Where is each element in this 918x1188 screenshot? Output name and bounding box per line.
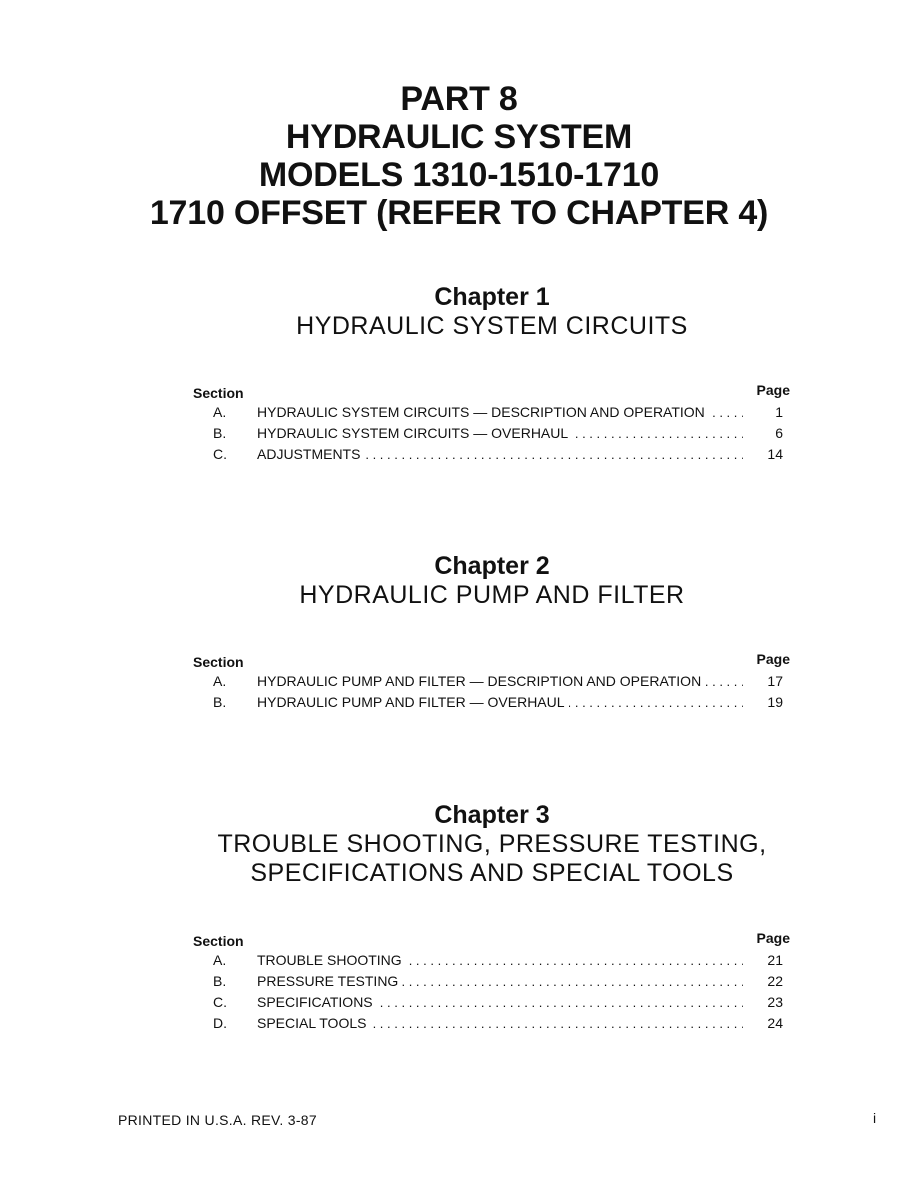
section-letter: D. — [213, 1015, 227, 1031]
toc-header — [193, 382, 793, 402]
toc-header — [193, 651, 793, 671]
title-line-part: PART 8 — [400, 80, 518, 118]
section-entry — [257, 402, 743, 423]
section-page: 21 — [767, 952, 783, 968]
title-line-models: MODELS 1310-1510-1710 — [258, 156, 660, 194]
section-letter: B. — [213, 973, 227, 989]
section-entry — [257, 692, 743, 713]
section-entry — [257, 971, 743, 992]
print-revision-footer: PRINTED IN U.S.A. REV. 3-87 — [118, 1112, 317, 1128]
chapter-number: Chapter 1 — [434, 283, 550, 311]
page-number: i — [873, 1110, 877, 1126]
section-page: 19 — [767, 694, 783, 710]
section-title: SPECIAL TOOLS — [257, 1015, 370, 1031]
chapter-3-toc — [193, 930, 793, 1034]
chapter-2-heading — [0, 551, 918, 610]
section-page: 17 — [767, 673, 783, 689]
page-column-label: Page — [756, 930, 790, 946]
section-letter: C. — [213, 446, 227, 462]
toc-row — [193, 971, 793, 992]
section-letter: C. — [213, 994, 227, 1010]
section-entry — [257, 423, 743, 444]
chapter-number: Chapter 2 — [434, 552, 550, 580]
section-entry — [257, 671, 743, 692]
toc-row — [193, 950, 793, 971]
section-title: HYDRAULIC PUMP AND FILTER — DESCRIPTION AND OPERATION — [257, 673, 705, 689]
section-title: ADJUSTMENTS — [257, 446, 364, 462]
title-line-system: HYDRAULIC SYSTEM — [285, 118, 633, 156]
chapter-1-toc — [193, 382, 793, 465]
chapter-2-toc — [193, 651, 793, 713]
toc-row — [193, 423, 793, 444]
chapter-title-line-1: TROUBLE SHOOTING, PRESSURE TESTING, — [217, 830, 767, 858]
section-entry — [257, 1013, 743, 1034]
toc-row — [193, 402, 793, 423]
section-letter: A. — [213, 673, 227, 689]
chapter-3-heading — [0, 800, 918, 888]
section-page: 22 — [767, 973, 783, 989]
section-title: PRESSURE TESTING — [257, 973, 402, 989]
section-entry — [257, 992, 743, 1013]
section-letter: A. — [213, 952, 227, 968]
section-column-label: Section — [193, 385, 244, 401]
section-title: TROUBLE SHOOTING — [257, 952, 406, 968]
title-line-offset: 1710 OFFSET (REFER TO CHAPTER 4) — [149, 194, 769, 232]
section-column-label: Section — [193, 654, 244, 670]
part-title — [0, 80, 918, 232]
section-entry — [257, 444, 743, 465]
section-title: HYDRAULIC SYSTEM CIRCUITS — OVERHAUL — [257, 425, 572, 441]
section-letter: B. — [213, 425, 227, 441]
section-page: 1 — [775, 404, 783, 420]
chapter-title: HYDRAULIC SYSTEM CIRCUITS — [296, 312, 688, 340]
section-page: 23 — [767, 994, 783, 1010]
toc-row — [193, 444, 793, 465]
chapter-1-heading — [0, 282, 918, 341]
section-title: SPECIFICATIONS — [257, 994, 377, 1010]
chapter-title-line-2: SPECIFICATIONS AND SPECIAL TOOLS — [250, 859, 734, 887]
section-page: 24 — [767, 1015, 783, 1031]
section-column-label: Section — [193, 933, 244, 949]
page-column-label: Page — [756, 382, 790, 398]
toc-row — [193, 692, 793, 713]
section-title: HYDRAULIC PUMP AND FILTER — OVERHAUL — [257, 694, 569, 710]
section-page: 14 — [767, 446, 783, 462]
chapter-number: Chapter 3 — [434, 801, 550, 829]
section-page: 6 — [775, 425, 783, 441]
section-letter: B. — [213, 694, 227, 710]
chapter-title: HYDRAULIC PUMP AND FILTER — [299, 581, 685, 609]
toc-row — [193, 1013, 793, 1034]
page-column-label: Page — [756, 651, 790, 667]
section-letter: A. — [213, 404, 227, 420]
toc-row — [193, 992, 793, 1013]
toc-header — [193, 930, 793, 950]
toc-row — [193, 671, 793, 692]
section-title: HYDRAULIC SYSTEM CIRCUITS — DESCRIPTION AND OPERATION — [257, 404, 709, 420]
section-entry — [257, 950, 743, 971]
